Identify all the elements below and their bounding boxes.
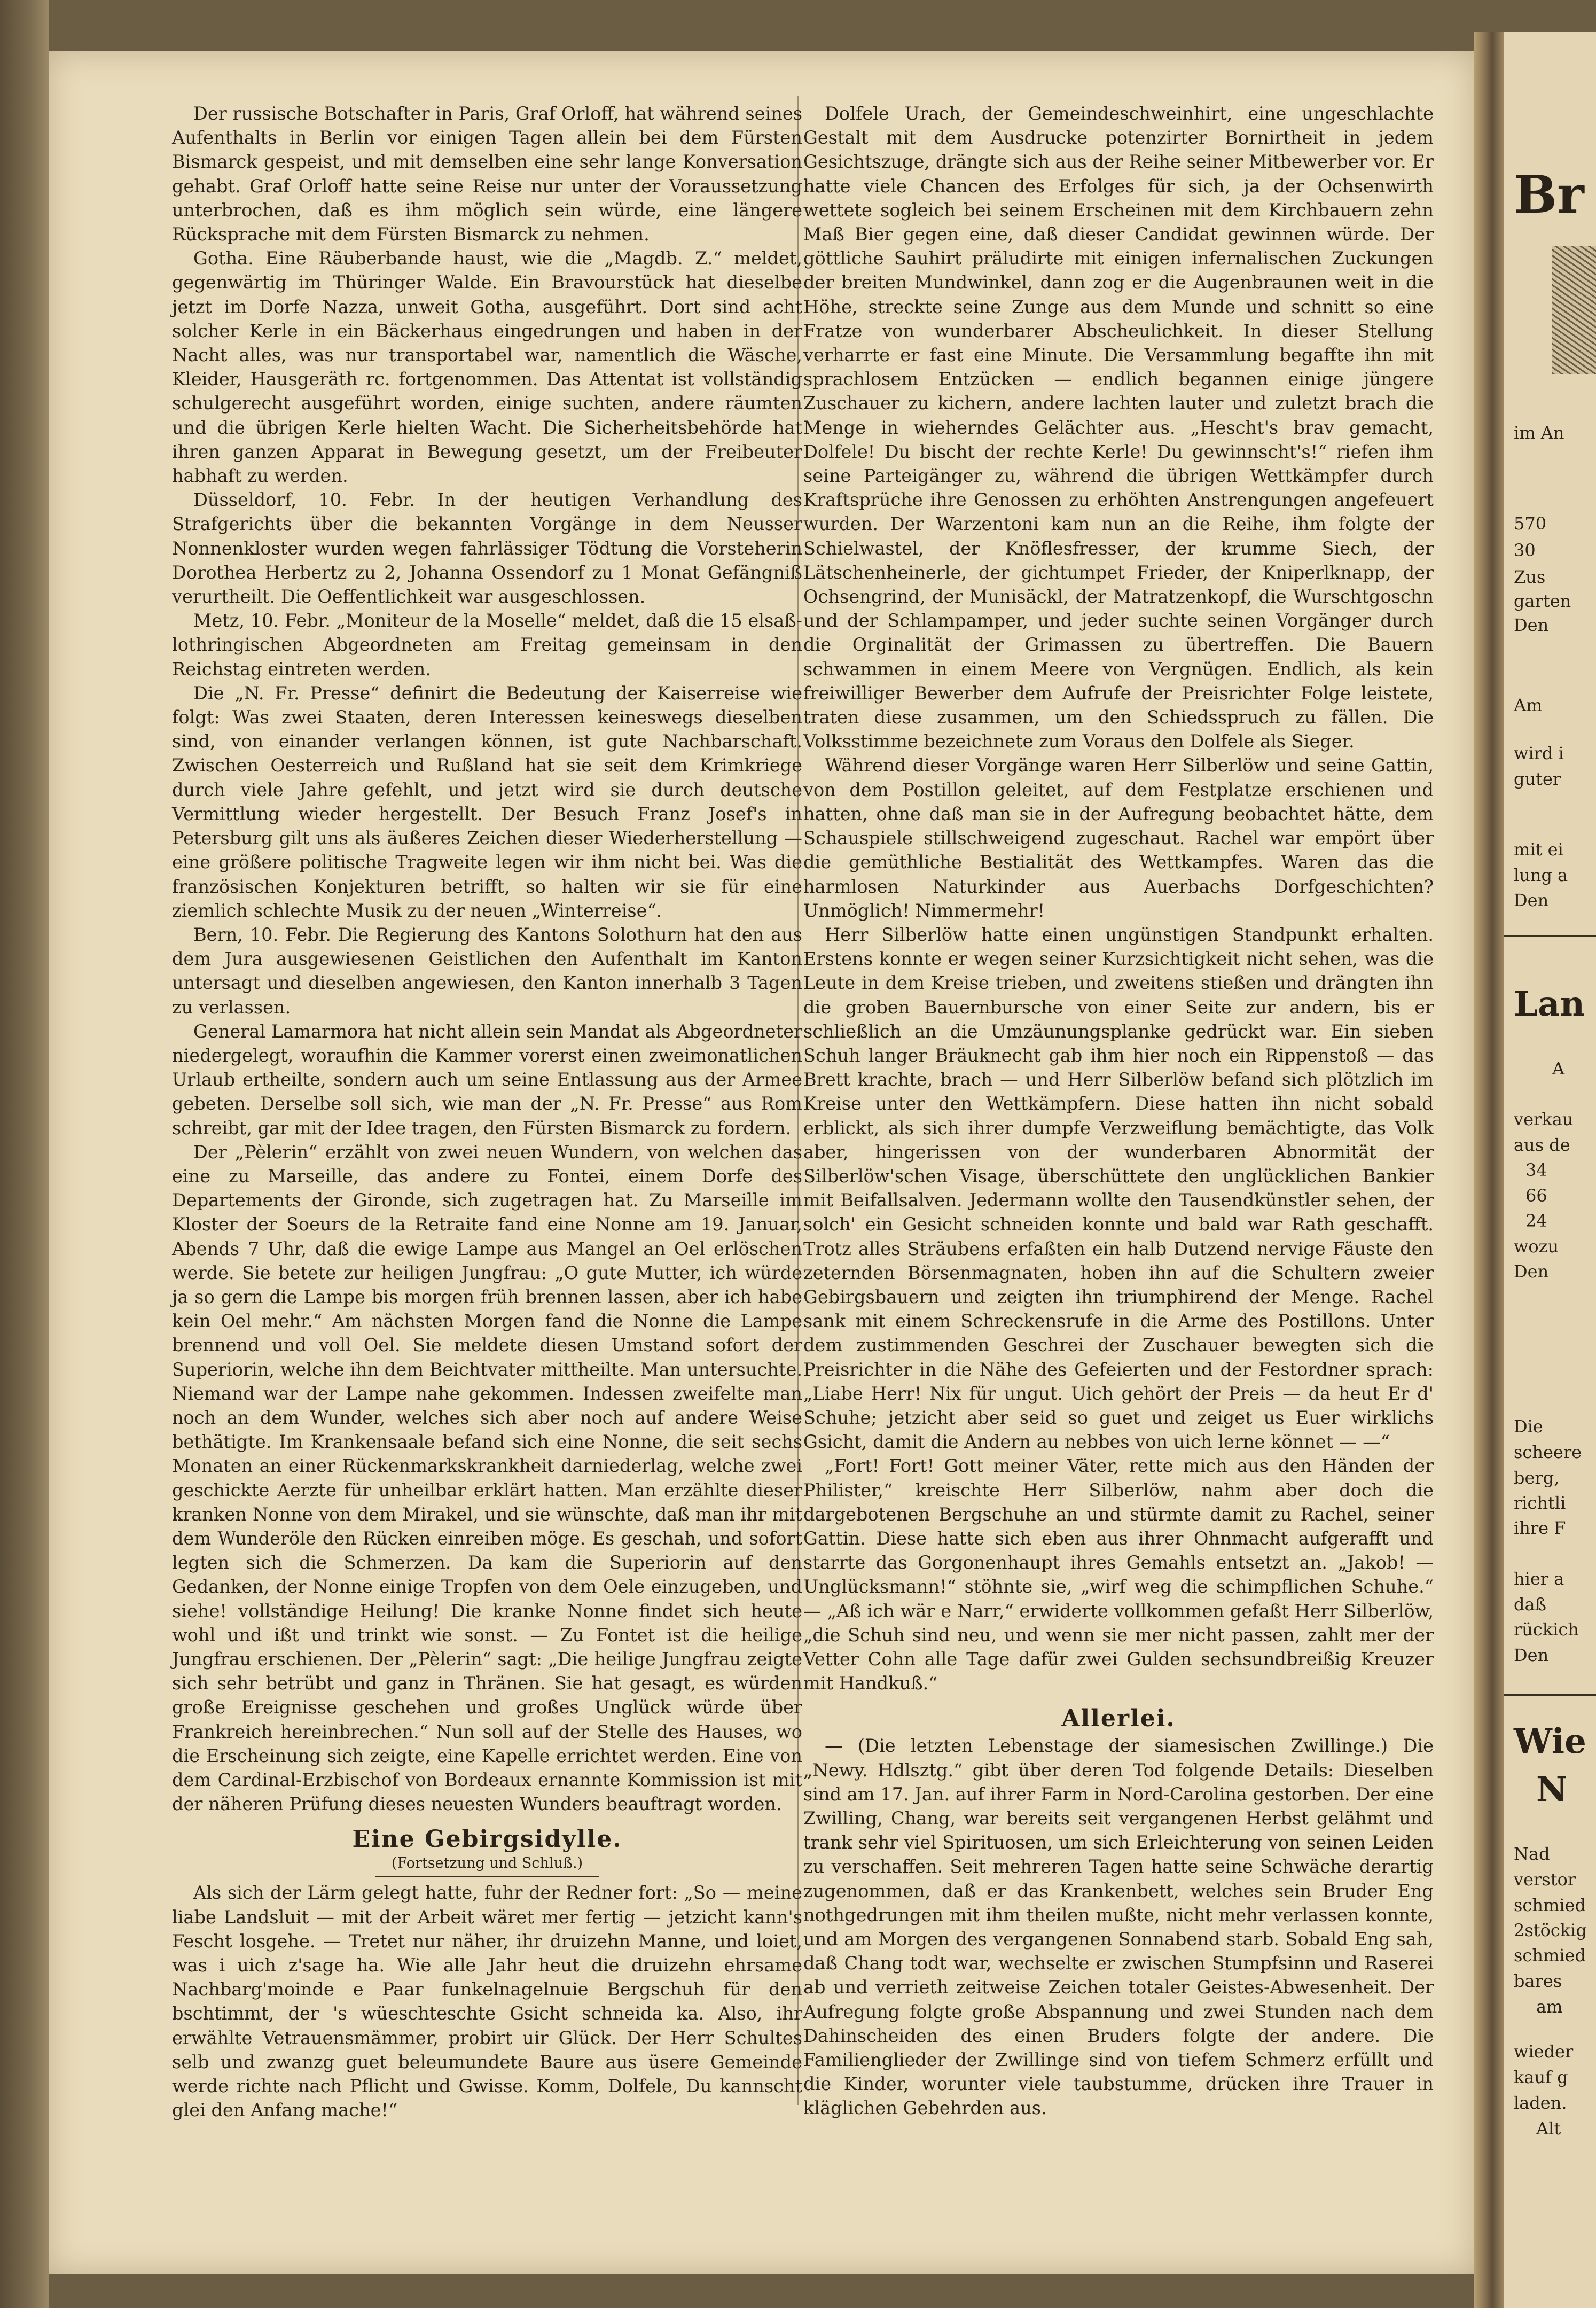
next-page-fragment: A <box>1552 1058 1565 1079</box>
article-duesseldorf: Düsseldorf, 10. Febr. In der heutigen Verhandlung des Strafgerichts über die bekannten Vorgänge in dem Neusser Nonnenkloster wurden wegen fahrlässiger Tödtung die Vorsteherin Dorothea Herbertz zu 2, Johanna Ossendorf zu 1 Monat Gefängniß verurtheilt. Die Oeffentlichkeit war ausgeschlossen. <box>172 489 802 607</box>
next-page-fragment: Wie <box>1514 1721 1586 1761</box>
next-page-fragment: Den <box>1514 615 1549 635</box>
article-gotha: Gotha. Eine Räuberbande haust, wie die „Magdb. Z.“ meldet, gegenwärtig im Thüringer Walde. Ein Bravourstück hat dieselbe jetzt im Dorfe Nazza, unweit Gotha, ausgeführt. Dort sind acht solcher Kerle in ein Bäckerhaus eingedrungen und haben in der Nacht alles, was nur transportabel war, namentlich die Wäsche, Kleider, Hausgeräth rc. fortgenommen. Das Attentat ist vollständig schulgerecht ausgeführt worden, einige suchten, andere räumten und die übrigen Kerle hielten Wacht. Die Sicherheitsbehörde hat ihren ganzen Apparat in Bewegung gesetzt, um der Freibeuter habhaft zu werden. <box>172 248 802 487</box>
next-page-fragment: Die <box>1514 1416 1543 1437</box>
article-kaiserreise: Die „N. Fr. Presse“ definirt die Bedeutung der Kaiserreise wie folgt: Was zwei Staaten, deren Interessen keineswegs dieselben sind, von einander verlangen können, ist gute Nachbarschaft. Zwischen Oesterreich und Rußland hat sie seit dem Krimkriege durch viele Jahre gefehlt, und jetzt wird sie durch deutsche Vermittlung wieder hergestellt. Der Besuch Franz Josef's in Petersburg gilt uns als äußeres Zeichen dieser Wiederherstellung — eine größere politische Tragweite legen wir ihm nicht bei. Was die französischen Konjekturen betrifft, so halten wir sie für eine ziemlich schlechte Musik zu der neuen „Winterreise“. <box>172 682 802 921</box>
next-page-fragment: 24 <box>1525 1211 1547 1231</box>
next-page-fragment: kauf g <box>1514 2067 1568 2087</box>
next-page-fragment: im An <box>1514 423 1564 443</box>
next-page-fragment: daß <box>1514 1594 1546 1615</box>
right-column <box>803 102 1434 2120</box>
next-page-fragment: 34 <box>1525 1160 1547 1180</box>
next-page-fragment: wieder <box>1514 2041 1574 2062</box>
article-bern: Bern, 10. Febr. Die Regierung des Kantons Solothurn hat den aus dem Jura ausgewiesenen Geistlichen den Aufenthalt im Kanton untersagt und dieselben angewiesen, den Kanton innerhalb 3 Tagen zu verlassen. <box>172 924 802 1018</box>
article-lamarmora: General Lamarmora hat nicht allein sein Mandat als Abgeordneter niedergelegt, woraufhin die Kammer vorerst einen zweimonatlichen Urlaub ertheilte, sondern auch um seine Entlassung aus der Armee gebeten. Derselbe soll sich, wie man der „N. Fr. Presse“ aus Rom schreibt, gar mit der Idee tragen, den Fürsten Bismarck zu fordern. <box>172 1020 802 1139</box>
next-page-fragment: Nad <box>1514 1844 1550 1864</box>
next-page-fragment: Br <box>1514 165 1584 225</box>
next-page-fragment: berg, <box>1514 1468 1560 1488</box>
next-page-fragment: rückich <box>1514 1619 1579 1640</box>
next-page-rule <box>1504 1694 1596 1696</box>
idyll-silberloew-arrival: Während dieser Vorgänge waren Herr Silberlöw und seine Gattin, von dem Postillon geleitet, auf dem Festplatze erschienen und hatten, ohne daß man sie in der Aufregung beobachtet hätte, dem Schauspiele stillschweigend zugeschaut. Rachel war empört über die gemüthliche Bestialität des Wettkampfes. Waren das die harmlosen Naturkinder aus Auerbachs Dorfgeschichten? Unmöglich! Nimmermehr! <box>803 755 1434 921</box>
next-page-fragment: garten <box>1514 591 1571 611</box>
adjacent-page <box>1504 32 1596 2308</box>
next-page-fragment: wird i <box>1514 743 1564 763</box>
next-page-fragment: verstor <box>1514 1869 1576 1890</box>
article-metz: Metz, 10. Febr. „Moniteur de la Moselle“ meldet, daß die 15 elsaß-lothringischen Abgeordneten am Freitag gemeinsam in den Reichstag eintreten werden. <box>172 610 802 680</box>
next-page-fragment: schmied <box>1514 1895 1586 1915</box>
heading-rule <box>375 1876 599 1877</box>
next-page-fragment: wozu <box>1514 1236 1559 1257</box>
next-page-fragment: scheere <box>1514 1442 1582 1462</box>
idyll-subheading: (Fortsetzung und Schluß.) <box>391 1855 583 1872</box>
next-page-rule <box>1504 935 1596 937</box>
next-page-fragment: Lan <box>1514 984 1585 1024</box>
idyll-conclusion: „Fort! Fort! Gott meiner Väter, rette mich aus den Händen der Philister,“ kreischte Herr Silberlöw, nahm aber doch die dargebotenen Bergschuhe an und stürmte damit zu Rachel, seiner Gattin. Diese hatte sich eben aus ihrer Ohnmacht aufgerafft und starrte das Gorgonenhaupt ihres Gemahls entsetzt an. „Jakob! — Unglücksmann!“ stöhnte sie, „wirf weg die schimpflichen Schuhe.“ — „Aß ich wär e Narr,“ erwiderte vollkommen gefaßt Herr Silberlöw, „die Schuh sind neu, und wenn sie mer nicht passen, zahlt mer der Vetter Cohn alle Tage dafür zwei Gulden sechsundbreißig Kreuzer mit Handkuß.“ <box>803 1455 1434 1694</box>
next-page-fragment: guter <box>1514 769 1561 789</box>
next-page-fragment: 2stöckig <box>1514 1920 1587 1940</box>
next-page-fragment: verkau <box>1514 1109 1574 1129</box>
allerlei-heading: Allerlei. <box>1061 1705 1176 1733</box>
next-page-fragment: Den <box>1514 1645 1549 1665</box>
idyll-heading: Eine Gebirgsidylle. <box>352 1826 622 1853</box>
idyll-dolfele: Dolfele Urach, der Gemeindeschweinhirt, eine ungeschlachte Gestalt mit dem Ausdrucke potenzirter Bornirtheit in jedem Gesichtszuge, drängte sich aus der Reihe seiner Mitbewerber vor. Er hatte viele Chancen des Erfolges für sich, ja der Ochsenwirth wettete sogleich bei seinem Erscheinen mit dem Kirchbauern zehn Maß Bier gegen eine, daß dieser Candidat gewinnen würde. Der göttliche Sauhirt präludirte mit einigen infernalischen Zuckungen der breiten Mundwinkel, dann zog er die Augenbraunen weit in die Höhe, streckte seine Zunge aus dem Munde und schnitt so eine Fratze von wunderbarer Abscheulichkeit. In dieser Stellung verharrte er fast eine Minute. Die Versammlung begaffte ihn mit sprachlosem Entzücken — endlich begannen einige jüngere Zuschauer zu kichern, andere lachten lauter und zuletzt brach die Menge in wieherndes Gelächter aus. „Hescht's brav gemacht, Dolfele! Du bischt der rechte Kerle! Du gewinnscht's!“ riefen ihm seine Parteigänger zu, während die übrigen Wettkämpfer durch Kraftsprüche ihre Genossen zu erhöhten Anstrengungen angefeuert wurden. Der Warzentoni kam nun an die Reihe, ihm folgte der Schielwastel, der Knöflesfresser, der krumme Siech, der Lätschenheinerle, der gichtumpet Frieder, der Kniperlknapp, der Ochsengrind, der Munisäckl, der Matratzenkopf, die Wurschtgoschn und der Schlampamper, und jeder suchte seinen Vorgänger durch die Orginalität der Grimassen zu übertreffen. Die Bauern schwammen in einem Meere von Vergnügen. Endlich, als kein freiwilliger Bewerber dem Aufrufe der Preisrichter Folge leistete, traten diese zusammen, um den Schiedsspruch zu fällen. Die Volksstimme bezeichnete zum Voraus den Dolfele als Sieger. <box>803 103 1434 752</box>
book-gutter <box>1474 32 1504 2308</box>
next-page-fragment: hier a <box>1514 1569 1564 1589</box>
next-page-fragment: 66 <box>1525 1186 1547 1206</box>
left-column <box>172 102 802 2122</box>
allerlei-siamese-twins: — (Die letzten Lebenstage der siamesischen Zwillinge.) Die „Newy. Hdlsztg.“ gibt über deren Tod folgende Details: Dieselben sind am 17. Jan. auf ihrer Farm in Nord-Carolina gestorben. Der eine Zwilling, Chang, war bereits seit vergangenen Herbst gelähmt und trank sehr viel Spirituosen, um sich Erleichterung von seinen Leiden zu verschaffen. Seit mehreren Tagen hatte seine Schwäche derartig zugenommen, daß er das Krankenbett, welches sein Bruder Eng nothgedrungen mit ihm theilen mußte, nicht mehr verlassen konnte, und am Morgen des vergangenen Sonnabend starb. Sobald Eng sah, daß Chang todt war, wechselte er zwischen Stumpfsinn und Raserei ab und verrieth zeitweise Zeichen totaler Geistes-Abwesenheit. Der Aufregung folgte große Abspannung und zwei Stunden nach dem Dahinscheiden des einen Bruders folgte der andere. Die Familienglieder der Zwillinge sind von tiefem Schmerz erfüllt und die Kinder, worunter viele taubstumme, drücken ihre Trauer in kläglichen Gebehrden aus. <box>803 1735 1434 2119</box>
next-page-illustration <box>1552 246 1596 374</box>
next-page-fragment: laden. <box>1514 2093 1567 2113</box>
next-page-fragment: mit ei <box>1514 839 1563 860</box>
next-page-fragment: Alt <box>1536 2118 1561 2139</box>
article-orloff: Der russische Botschafter in Paris, Graf Orloff, hat während seines Aufenthalts in Berlin vor einigen Tagen allein bei dem Fürsten Bismarck gespeist, und mit demselben eine sehr lange Konversation gehabt. Graf Orloff hatte seine Reise nur unter der Voraussetzung unterbrochen, daß es ihm möglich sein würde, eine längere Rücksprache mit dem Fürsten Bismarck zu nehmen. <box>172 103 802 245</box>
next-page-fragment: 30 <box>1514 540 1536 560</box>
next-page-fragment: richtli <box>1514 1493 1566 1513</box>
article-pelerin: Der „Pèlerin“ erzählt von zwei neuen Wundern, von welchen das eine zu Marseille, das andere zu Fontei, einem Dorfe des Departements der Gironde, sich zugetragen hat. Zu Marseille im Kloster der Soeurs de la Retraite fand eine Nonne am 19. Januar, Abends 7 Uhr, daß die ewige Lampe aus Mangel an Oel erlöschen werde. Sie betete zur heiligen Jungfrau: „O gute Mutter, ich würde ja so gern die Lampe bis morgen früh brennen lassen, aber ich habe kein Oel mehr.“ Am nächsten Morgen fand die Nonne die Lampe brennend und voll Oel. Sie meldete diesen Umstand sofort der Superiorin, welche ihn dem Beichtvater mittheilte. Man untersuchte. Niemand war der Lampe nahe gekommen. Indessen zweifelte man noch an dem Wunder, welches sich aber noch auf andere Weise bethätigte. Im Krankensaale befand sich eine Nonne, die seit sechs Monaten an einer Rückenmarkskrankheit darniederlag, welche zwei geschickte Aerzte für unheilbar erklärt hatten. Man erzählte dieser kranken Nonne von dem Mirakel, und sie wünschte, daß man ihr mit dem Wunderöle den Rücken einreiben möge. Es geschah, und sofort legten sich die Schmerzen. Da kam die Superiorin auf den Gedanken, der Nonne einige Tropfen von dem Oele einzugeben, und siehe! vollständige Heilung! Die kranke Nonne findet sich heute wohl und ißt und trinkt wie sonst. — Zu Fontet ist die heilige Jungfrau erschienen. Der „Pèlerin“ sagt: „Die heilige Jungfrau zeigte sich sehr betrübt und ganz in Thränen. Sie hat gesagt, es würden große Ereignisse geschehen und großes Unglück würde über Frankreich hereinbrechen.“ Nun soll auf der Stelle des Hauses, wo die Erscheinung sich zeigte, eine Kapelle errichtet werden. Eine von dem Cardinal-Erzbischof von Bordeaux ernannte Kommission ist mit der näheren Prüfung dieses neuesten Wunders beauftragt worden. <box>172 1141 802 1815</box>
next-page-fragment: Den <box>1514 1261 1549 1282</box>
idyll-silberloew-crowd: Herr Silberlöw hatte einen ungünstigen Standpunkt erhalten. Erstens konnte er wegen seiner Kurzsichtigkeit nicht sehen, was die Leute in dem Kreise trieben, und zweitens stießen und drängten ihn die groben Bauernbursche von einer Seite zur andern, bis er schließlich an die Umzäunungsplanke gedrückt war. Ein sieben Schuh langer Bräuknecht gab ihm hier noch ein Rippenstoß — das Brett krachte, brach — und Herr Silberlöw befand sich plötzlich im Kreise unter den Wettkämpfern. Diese hatten ihn nicht sobald erblickt, als sich ihrer dumpfe Verzweiflung bemächtigte, das Volk aber, hingerissen von der wunderbaren Abnormität der Silberlöw'schen Visage, überschüttete den unglücklichen Bankier mit Beifallsalven. Jedermann wollte den Tausendkünstler sehen, der solch' ein Gesicht schneiden konnte und bald war Rath geschafft. Trotz alles Sträubens erfaßten ein halb Dutzend nervige Fäuste den zeternden Börsenmagnaten, hoben ihn auf die Schultern zweier Gebirgsbauern und zeigten ihn triumphirend der Menge. Rachel sank mit einem Schreckensrufe in die Arme des Postillons. Unter dem zustimmenden Geschrei der Zuschauer bewegten sich die Preisrichter in die Nähe des Gefeierten und der Festordner sprach: „Liabe Herr! Nix für ungut. Uich gehört der Preis — da heut Er d' Schuhe; jetzicht aber seid so guet und zeiget us Euer wirklichs Gsicht, damit die Andern au nebbes von uich lerne könnet — —“ <box>803 924 1434 1453</box>
next-page-fragment: schmied <box>1514 1945 1586 1966</box>
next-page-fragment: lung a <box>1514 865 1568 885</box>
idyll-paragraph: Als sich der Lärm gelegt hatte, fuhr der Redner fort: „So — meine liabe Landsluit — mit der Arbeit wäret mer fertig — jetzicht kann's Fescht losgehe. — Tretet nur näher, ihr druizehn Manne, und loiet, was i uich z'sage ha. Wie alle Jahr heut die druizehn ehrsame Nachbarg'moinde e Paar funkelnagelnuie Bergschuh für den bschtimmt, der 's wüeschteschte Gsicht schneida ka. Also, ihr erwählte Vetrauensmämmer, probirt uir Glück. Der Herr Schultes selb und zwanzg guet beleumundete Baure aus üsere Gemeinde werde richte nach Pflicht und Gwisse. Komm, Dolfele, Du kannscht glei den Anfang mache!“ <box>172 1882 802 2121</box>
next-page-fragment: am <box>1536 1997 1563 2017</box>
next-page-fragment: 570 <box>1514 513 1547 534</box>
next-page-fragment: N <box>1536 1769 1568 1810</box>
next-page-fragment: Am <box>1514 695 1543 715</box>
next-page-fragment: Den <box>1514 890 1549 910</box>
scan-binding-edge <box>0 0 49 2308</box>
next-page-fragment: Zus <box>1514 567 1546 587</box>
next-page-fragment: ihre F <box>1514 1518 1566 1538</box>
next-page-fragment: bares <box>1514 1971 1562 1991</box>
next-page-fragment: aus de <box>1514 1135 1570 1155</box>
